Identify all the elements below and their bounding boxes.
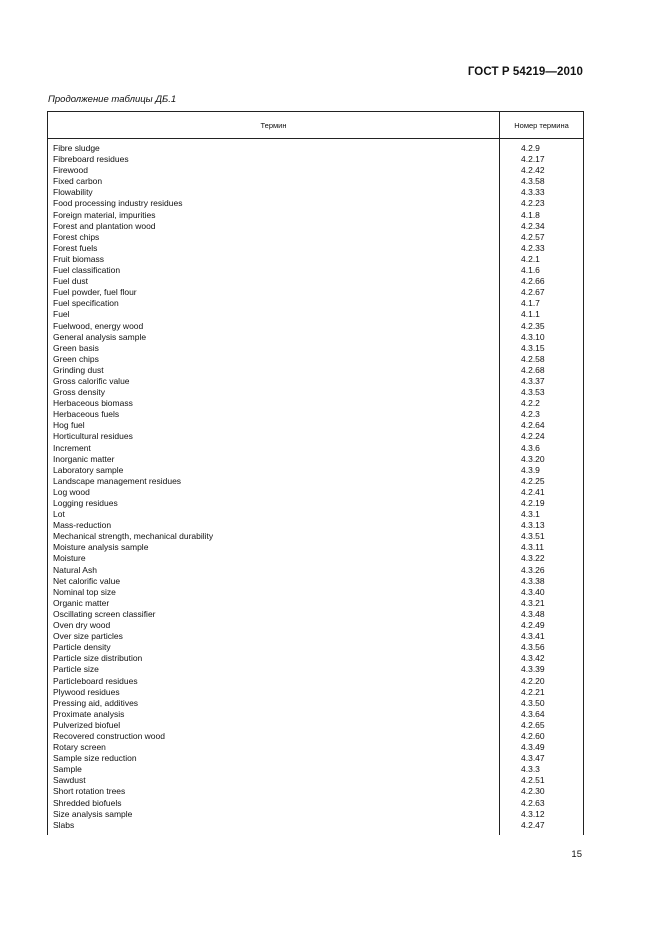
term-cell: Fuel powder, fuel flour — [53, 287, 137, 298]
document-code: ГОСТ Р 54219—2010 — [467, 66, 583, 78]
term-cell: Flowability — [53, 187, 93, 198]
term-number-cell: 4.2.65 — [521, 719, 545, 730]
table-row — [47, 620, 584, 631]
term-cell: Sawdust — [53, 775, 86, 786]
term-cell: Particle size — [53, 664, 99, 675]
table-row — [47, 531, 584, 542]
term-cell: Fuel specification — [53, 298, 119, 309]
term-number-cell: 4.3.12 — [521, 808, 545, 819]
table-body — [47, 143, 584, 831]
term-number-cell: 4.3.50 — [521, 697, 545, 708]
term-number-cell: 4.3.53 — [521, 387, 545, 398]
term-number-cell: 4.2.60 — [521, 730, 545, 741]
term-number-cell: 4.2.24 — [521, 431, 545, 442]
term-cell: Herbaceous biomass — [53, 398, 133, 409]
term-cell: Mechanical strength, mechanical durability — [53, 531, 214, 542]
table-row — [47, 431, 584, 442]
term-number-cell: 4.2.2 — [521, 398, 540, 409]
table-row — [47, 542, 584, 553]
terms-table — [47, 111, 584, 834]
table-row — [47, 786, 584, 797]
term-cell: Size analysis sample — [53, 808, 133, 819]
table-row — [47, 576, 584, 587]
term-number-cell: 4.3.13 — [521, 520, 545, 531]
term-cell: Firewood — [53, 165, 88, 176]
term-cell: Particleboard residues — [53, 675, 138, 686]
term-cell: Logging residues — [53, 498, 118, 508]
term-cell: Fibre sludge — [53, 143, 100, 153]
table-row — [47, 176, 584, 187]
term-number-cell: 4.1.1 — [521, 309, 540, 320]
table-row — [47, 387, 584, 398]
table-row — [47, 143, 584, 154]
term-cell: Mass-reduction — [53, 520, 112, 531]
term-cell: General analysis sample — [53, 331, 147, 342]
term-number-cell: 4.3.26 — [521, 564, 545, 575]
term-number-cell: 4.2.35 — [521, 320, 545, 331]
table-row — [47, 443, 584, 454]
term-cell: Slabs — [53, 819, 75, 830]
term-cell: Natural Ash — [53, 564, 97, 575]
term-number-cell: 4.2.51 — [521, 775, 545, 786]
term-cell: Pressing aid, additives — [53, 697, 139, 708]
table-row — [47, 276, 584, 287]
term-number-cell: 4.3.48 — [521, 608, 545, 619]
table-row — [47, 343, 584, 354]
table-row — [47, 553, 584, 564]
term-cell: Proximate analysis — [53, 708, 125, 719]
table-row — [47, 165, 584, 176]
term-cell: Particle density — [53, 642, 111, 653]
term-number-cell: 4.1.6 — [521, 265, 540, 276]
table-row — [47, 309, 584, 320]
term-number-cell: 4.3.9 — [521, 464, 540, 475]
term-number-cell: 4.3.6 — [521, 442, 540, 453]
term-cell: Fuel classification — [53, 265, 121, 276]
term-cell: Food processing industry residues — [53, 198, 183, 209]
table-row — [47, 720, 584, 731]
term-cell: Short rotation trees — [53, 786, 126, 797]
term-number-cell: 4.3.47 — [521, 753, 545, 764]
term-cell: Gross calorific value — [53, 375, 130, 386]
term-cell: Log wood — [53, 486, 90, 497]
term-cell: Nominal top size — [53, 586, 116, 597]
term-number-cell: 4.3.38 — [521, 575, 545, 586]
table-row — [47, 465, 584, 476]
term-cell: Shredded biofuels — [53, 797, 122, 808]
term-cell: Inorganic matter — [53, 453, 115, 464]
term-number-cell: 4.2.42 — [521, 165, 545, 176]
table-row — [47, 376, 584, 387]
term-cell: Moisture analysis sample — [53, 542, 149, 553]
table-row — [47, 265, 584, 276]
term-cell: Laboratory sample — [53, 464, 124, 475]
table-row — [47, 321, 584, 332]
table-row — [47, 676, 584, 687]
term-number-cell: 4.3.1 — [521, 509, 540, 520]
table-continuation-caption: Продолжение таблицы ДБ.1 — [48, 94, 177, 105]
term-number-cell: 4.2.20 — [521, 675, 545, 686]
table-header — [47, 111, 584, 139]
term-number-cell: 4.3.33 — [521, 187, 545, 198]
term-number-cell: 4.3.21 — [521, 597, 545, 608]
table-row — [47, 687, 584, 698]
table-row — [47, 287, 584, 298]
term-number-cell: 4.3.37 — [521, 375, 545, 386]
table-row — [47, 476, 584, 487]
term-cell: Over size particles — [53, 631, 123, 642]
term-number-cell: 4.2.41 — [521, 486, 545, 497]
table-row — [47, 198, 584, 209]
table-row — [47, 187, 584, 198]
table-row — [47, 698, 584, 709]
table-row — [47, 332, 584, 343]
term-number-cell: 4.3.22 — [521, 553, 545, 564]
table-row — [47, 354, 584, 365]
term-cell: Foreign material, impurities — [53, 209, 156, 220]
table-row — [47, 731, 584, 742]
term-cell: Recovered construction wood — [53, 730, 165, 741]
term-number-cell: 4.2.3 — [521, 409, 540, 420]
term-number-cell: 4.2.49 — [521, 620, 545, 631]
term-cell: Green basis — [53, 342, 99, 353]
term-cell: Grinding dust — [53, 364, 104, 375]
term-number-cell: 4.3.3 — [521, 764, 540, 775]
term-cell: Sample — [53, 764, 82, 775]
term-cell: Moisture — [53, 553, 86, 564]
term-cell: Particle size distribution — [53, 653, 143, 664]
table-row — [47, 420, 584, 431]
term-cell: Fuel — [53, 309, 70, 320]
term-number-cell: 4.3.49 — [521, 742, 545, 753]
table-row — [47, 298, 584, 309]
table-row — [47, 365, 584, 376]
term-number-cell: 4.3.41 — [521, 631, 545, 642]
column-header-term: Термин — [48, 112, 500, 138]
term-number-cell: 4.3.39 — [521, 664, 545, 675]
table-row — [47, 664, 584, 675]
table-row — [47, 398, 584, 409]
table-row — [47, 742, 584, 753]
term-number-cell: 4.3.64 — [521, 708, 545, 719]
table-row — [47, 565, 584, 576]
table-row — [47, 764, 584, 775]
term-number-cell: 4.1.7 — [521, 298, 540, 309]
term-cell: Fuelwood, energy wood — [53, 320, 144, 331]
table-row — [47, 154, 584, 165]
term-cell: Fixed carbon — [53, 176, 103, 187]
term-number-cell: 4.2.17 — [521, 154, 545, 165]
table-row — [47, 254, 584, 265]
table-row — [47, 509, 584, 520]
term-number-cell: 4.2.67 — [521, 287, 545, 298]
table-row — [47, 775, 584, 786]
term-number-cell: 4.2.1 — [521, 253, 540, 264]
term-number-cell: 4.3.58 — [521, 176, 545, 187]
table-row — [47, 609, 584, 620]
term-number-cell: 4.2.66 — [521, 276, 545, 287]
term-cell: Gross density — [53, 387, 105, 398]
table-row — [47, 798, 584, 809]
table-row — [47, 498, 584, 509]
term-number-cell: 4.3.51 — [521, 531, 545, 542]
term-cell: Landscape management residues — [53, 475, 182, 486]
term-cell: Forest chips — [53, 231, 100, 242]
term-number-cell: 4.2.19 — [521, 498, 545, 508]
term-cell: Rotary screen — [53, 742, 106, 753]
table-row — [47, 232, 584, 243]
table-row — [47, 243, 584, 254]
term-number-cell: 4.2.58 — [521, 353, 545, 364]
term-number-cell: 4.2.63 — [521, 797, 545, 808]
table-row — [47, 653, 584, 664]
term-cell: Increment — [53, 442, 91, 453]
term-cell: Lot — [53, 509, 65, 520]
table-row — [47, 642, 584, 653]
term-number-cell: 4.2.47 — [521, 819, 545, 830]
term-number-cell: 4.2.25 — [521, 475, 545, 486]
term-number-cell: 4.3.40 — [521, 586, 545, 597]
table-row — [47, 753, 584, 764]
term-cell: Green chips — [53, 353, 99, 364]
term-number-cell: 4.3.10 — [521, 331, 545, 342]
term-number-cell: 4.2.9 — [521, 143, 540, 153]
term-cell: Fibreboard residues — [53, 154, 129, 165]
table-row — [47, 221, 584, 232]
table-row — [47, 210, 584, 221]
term-cell: Forest fuels — [53, 242, 98, 253]
term-cell: Fruit biomass — [53, 253, 105, 264]
column-header-number: Номер термина — [514, 120, 569, 130]
term-cell: Hog fuel — [53, 420, 85, 431]
term-cell: Plywood residues — [53, 686, 120, 697]
term-number-cell: 4.2.21 — [521, 686, 545, 697]
term-cell: Forest and plantation wood — [53, 220, 156, 231]
term-number-cell: 4.3.42 — [521, 653, 545, 664]
term-number-cell: 4.2.64 — [521, 420, 545, 431]
term-cell: Horticultural residues — [53, 431, 133, 442]
term-cell: Herbaceous fuels — [53, 409, 120, 420]
term-cell: Fuel dust — [53, 276, 88, 287]
term-number-cell: 4.2.23 — [521, 198, 545, 209]
term-number-cell: 4.1.8 — [521, 209, 540, 220]
term-number-cell: 4.2.33 — [521, 242, 545, 253]
table-row — [47, 631, 584, 642]
table-row — [47, 587, 584, 598]
term-number-cell: 4.3.20 — [521, 453, 545, 464]
term-number-cell: 4.3.11 — [521, 542, 545, 553]
term-cell: Oven dry wood — [53, 620, 111, 631]
term-number-cell: 4.2.68 — [521, 364, 545, 375]
page-number: 15 — [571, 849, 582, 860]
term-number-cell: 4.2.57 — [521, 231, 545, 242]
table-row — [47, 409, 584, 420]
table-row — [47, 820, 584, 831]
table-row — [47, 709, 584, 720]
term-cell: Net calorific value — [53, 575, 121, 586]
term-number-cell: 4.2.34 — [521, 220, 545, 231]
table-row — [47, 520, 584, 531]
table-row — [47, 598, 584, 609]
term-number-cell: 4.3.15 — [521, 342, 545, 353]
term-cell: Oscillating screen classifier — [53, 608, 156, 619]
term-number-cell: 4.3.56 — [521, 642, 545, 653]
term-cell: Pulverized biofuel — [53, 719, 121, 730]
table-row — [47, 454, 584, 465]
table-row — [47, 487, 584, 498]
table-row — [47, 809, 584, 820]
term-number-cell: 4.2.30 — [521, 786, 545, 797]
term-cell: Organic matter — [53, 597, 110, 608]
term-cell: Sample size reduction — [53, 753, 137, 764]
